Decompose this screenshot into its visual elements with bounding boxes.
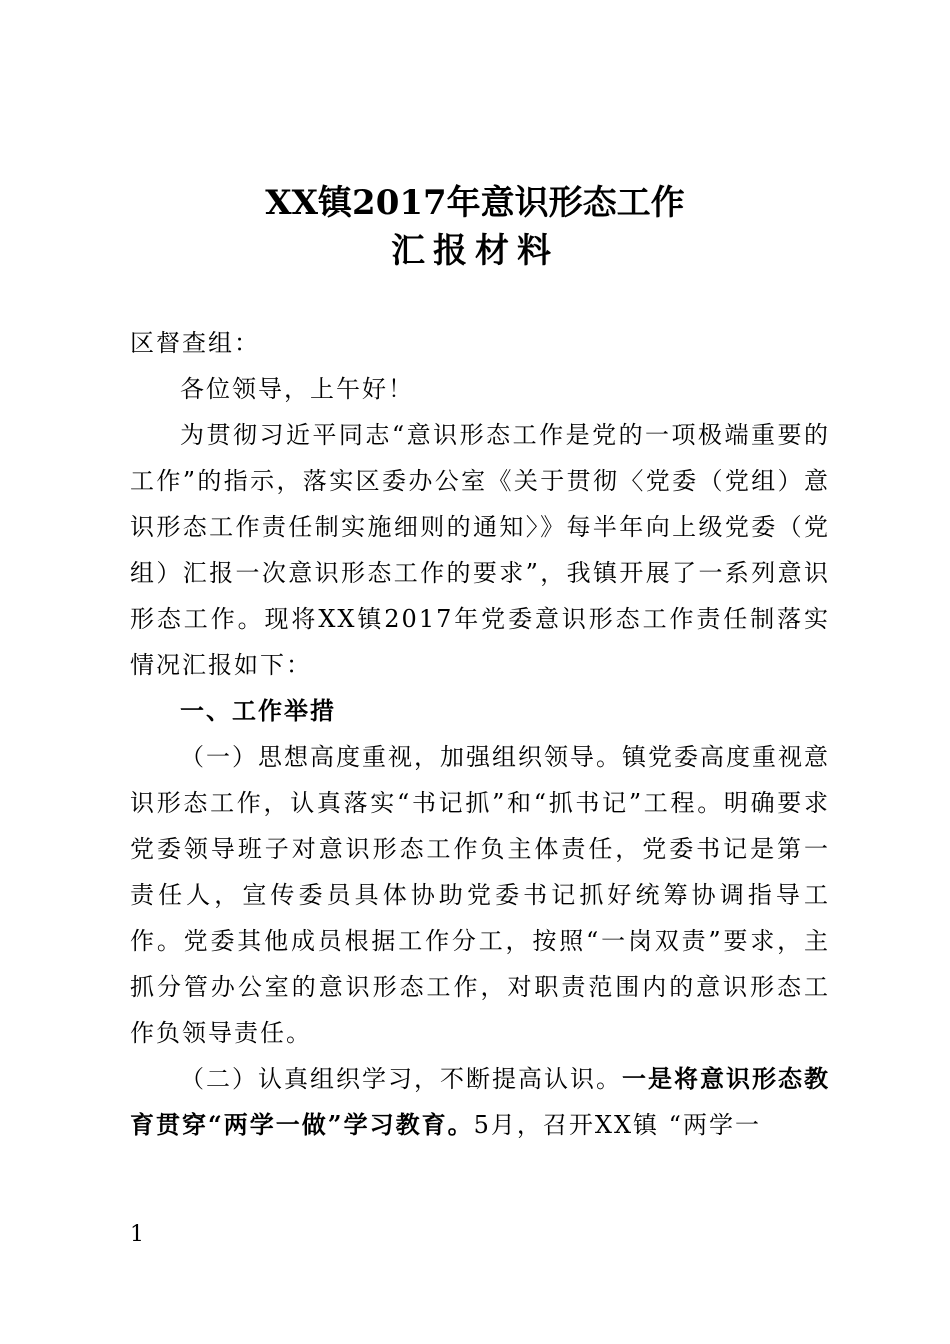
item2-text: 5月，召开XX镇 “两学一	[473, 1111, 761, 1139]
section-heading: 一、工作举措	[180, 697, 336, 725]
document-title-line2: 汇报材料	[391, 231, 559, 271]
intro-paragraph: 为贯彻习近平同志“意识形态工作是党的一项极端重要的工作”的指示，落实区委办公室《关于贯彻〈党委（党组）意识形态工作责任制实施细则的通知〉》每半年向上级党委（党组）汇报一次意识形态工作的要求”，我镇开展了一系列意识形态工作。现将XX镇2017年党委意识形态工作责任制落实情况汇报如下：	[130, 421, 830, 679]
document-body	[130, 320, 830, 1148]
document-title-line1: XX镇2017年意识形态工作	[265, 183, 685, 223]
item2-paragraph	[130, 1056, 830, 1148]
item2-lead: （二）认真组织学习，不断提高认识。	[180, 1065, 622, 1093]
salutation: 区督查组：	[130, 329, 260, 357]
greeting: 各位领导，上午好！	[180, 375, 414, 403]
item1-text: 镇党委高度重视意识形态工作，认真落实“书记抓”和“抓书记”工程。明确要求党委领导班子对意识形态工作负主体责任，党委书记是第一责任人，宣传委员具体协助党委书记抓好统筹协调指导工作。党委其他成员根据工作分工，按照“一岗双责”要求，主抓分管办公室的意识形态工作，对职责范围内的意识形态工作负领导责任。	[130, 743, 830, 1047]
item2-bold-part: 一是将意识形态教育贯穿“两学一做”学习教育。	[130, 1064, 830, 1139]
item1-paragraph	[130, 734, 830, 1056]
page-number: 1	[130, 1222, 144, 1247]
item1-lead: （一）思想高度重视，加强组织领导。	[180, 743, 622, 771]
